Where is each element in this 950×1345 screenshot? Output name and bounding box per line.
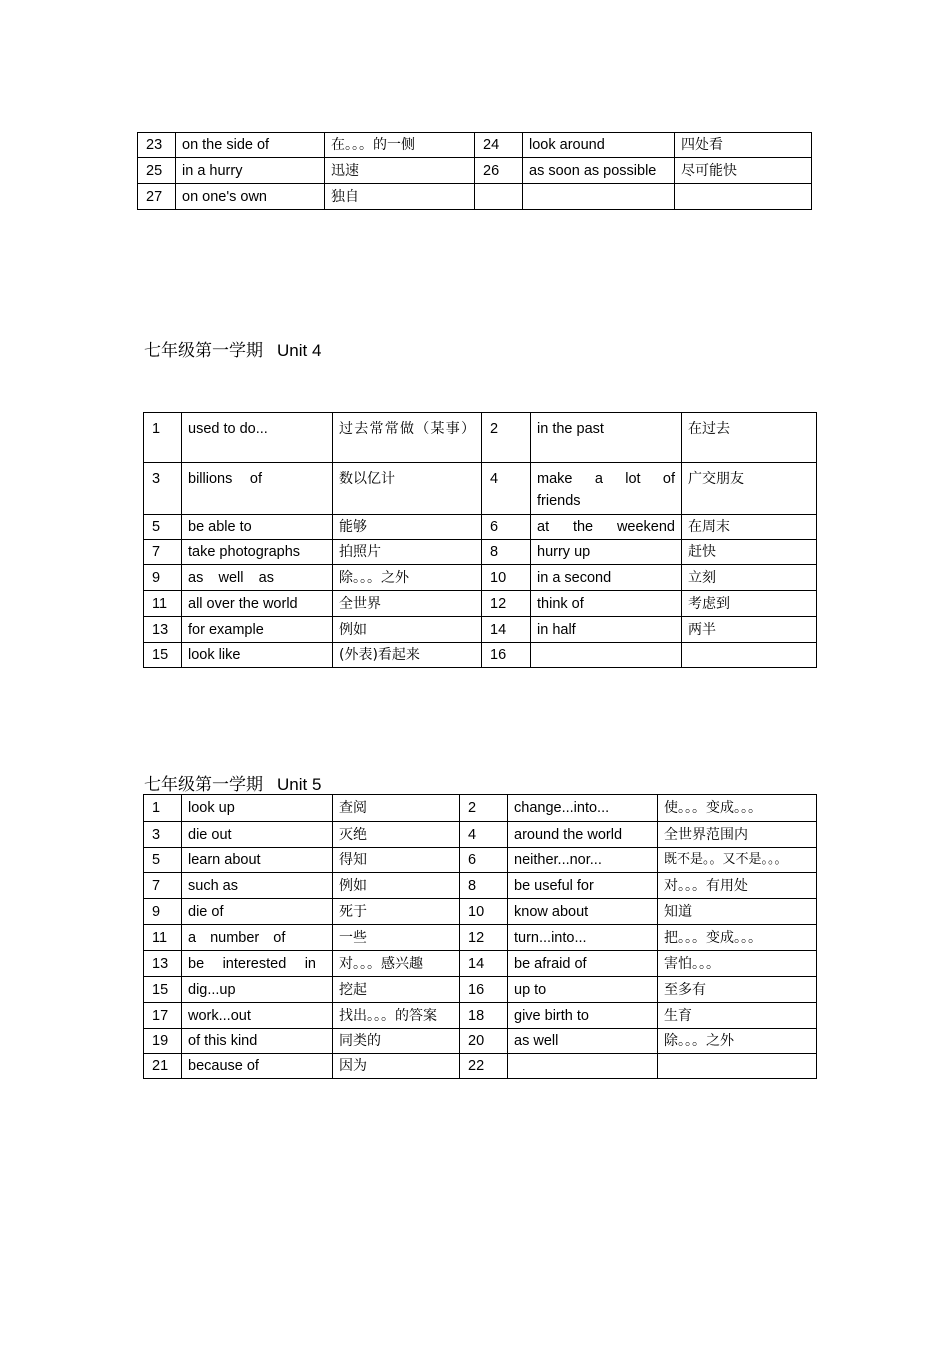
english-phrase: change...into... bbox=[508, 795, 658, 822]
row-number: 11 bbox=[144, 591, 182, 617]
english-phrase: make a lot of friends bbox=[531, 463, 682, 515]
chinese-meaning bbox=[682, 643, 817, 668]
phrase-table-body bbox=[138, 133, 812, 210]
chinese-meaning: 对。。。感兴趣 bbox=[333, 951, 460, 977]
english-phrase: up to bbox=[508, 977, 658, 1003]
chinese-meaning: 死于 bbox=[333, 899, 460, 925]
chinese-meaning: 广交朋友 bbox=[682, 463, 817, 515]
chinese-meaning: 两半 bbox=[682, 617, 817, 643]
row-number: 24 bbox=[475, 133, 523, 158]
english-phrase: on one's own bbox=[176, 184, 325, 210]
chinese-meaning: 把。。。变成。。。 bbox=[658, 925, 817, 951]
chinese-meaning: 害怕。。。 bbox=[658, 951, 817, 977]
table-row bbox=[144, 591, 817, 617]
table-row bbox=[144, 795, 817, 822]
phrase-table-continued bbox=[137, 132, 812, 210]
unit4-heading bbox=[144, 336, 321, 361]
table-row bbox=[144, 822, 817, 848]
row-number: 5 bbox=[144, 848, 182, 873]
english-phrase: billions of bbox=[182, 463, 333, 515]
chinese-meaning: 例如 bbox=[333, 617, 482, 643]
row-number: 19 bbox=[144, 1029, 182, 1054]
chinese-meaning: 独自 bbox=[325, 184, 475, 210]
chinese-meaning: 数以亿计 bbox=[333, 463, 482, 515]
english-phrase: around the world bbox=[508, 822, 658, 848]
english-phrase: as soon as possible bbox=[523, 158, 675, 184]
table-row bbox=[144, 565, 817, 591]
english-phrase: look like bbox=[182, 643, 333, 668]
row-number: 3 bbox=[144, 463, 182, 515]
table-row bbox=[144, 1003, 817, 1029]
table-row bbox=[144, 977, 817, 1003]
chinese-meaning: 生育 bbox=[658, 1003, 817, 1029]
table-row bbox=[144, 873, 817, 899]
table-row bbox=[144, 515, 817, 540]
table-row bbox=[144, 617, 817, 643]
row-number: 4 bbox=[460, 822, 508, 848]
english-phrase: take photographs bbox=[182, 540, 333, 565]
english-phrase: know about bbox=[508, 899, 658, 925]
row-number: 3 bbox=[144, 822, 182, 848]
english-phrase: die of bbox=[182, 899, 333, 925]
english-phrase: of this kind bbox=[182, 1029, 333, 1054]
english-phrase: all over the world bbox=[182, 591, 333, 617]
english-phrase: on the side of bbox=[176, 133, 325, 158]
row-number: 16 bbox=[460, 977, 508, 1003]
english-phrase: as well bbox=[508, 1029, 658, 1054]
unit4-table-body bbox=[144, 413, 817, 668]
chinese-meaning: 能够 bbox=[333, 515, 482, 540]
english-phrase: be afraid of bbox=[508, 951, 658, 977]
chinese-meaning: 除。。。之外 bbox=[658, 1029, 817, 1054]
row-number: 25 bbox=[138, 158, 176, 184]
english-phrase: die out bbox=[182, 822, 333, 848]
unit4-heading-unit: Unit 4 bbox=[277, 341, 322, 360]
chinese-meaning: 立刻 bbox=[682, 565, 817, 591]
unit5-heading-unit: Unit 5 bbox=[277, 775, 322, 794]
row-number: 12 bbox=[482, 591, 531, 617]
chinese-meaning: 因为 bbox=[333, 1054, 460, 1079]
unit4-phrase-table bbox=[143, 412, 817, 668]
chinese-meaning: 考虑到 bbox=[682, 591, 817, 617]
table-row bbox=[138, 133, 812, 158]
english-phrase: in a second bbox=[531, 565, 682, 591]
row-number: 8 bbox=[482, 540, 531, 565]
english-phrase: be useful for bbox=[508, 873, 658, 899]
english-phrase: such as bbox=[182, 873, 333, 899]
row-number: 1 bbox=[144, 413, 182, 463]
chinese-meaning: 四处看 bbox=[675, 133, 812, 158]
row-number: 10 bbox=[460, 899, 508, 925]
chinese-meaning: 拍照片 bbox=[333, 540, 482, 565]
unit5-heading-prefix: 七年级第一学期 bbox=[144, 775, 263, 795]
english-phrase: hurry up bbox=[531, 540, 682, 565]
row-number: 14 bbox=[482, 617, 531, 643]
row-number: 2 bbox=[482, 413, 531, 463]
row-number: 22 bbox=[460, 1054, 508, 1079]
unit4-heading-prefix: 七年级第一学期 bbox=[144, 341, 263, 361]
row-number: 15 bbox=[144, 977, 182, 1003]
chinese-meaning: 既不是。。又不是。。。 bbox=[658, 848, 817, 873]
chinese-meaning: 知道 bbox=[658, 899, 817, 925]
english-phrase: look around bbox=[523, 133, 675, 158]
row-number: 13 bbox=[144, 951, 182, 977]
english-phrase: be interested in bbox=[182, 951, 333, 977]
row-number: 2 bbox=[460, 795, 508, 822]
row-number: 23 bbox=[138, 133, 176, 158]
english-phrase: in a hurry bbox=[176, 158, 325, 184]
chinese-meaning: 至多有 bbox=[658, 977, 817, 1003]
table-row bbox=[144, 1029, 817, 1054]
english-phrase: learn about bbox=[182, 848, 333, 873]
row-number: 11 bbox=[144, 925, 182, 951]
table-row bbox=[144, 540, 817, 565]
row-number: 21 bbox=[144, 1054, 182, 1079]
english-phrase: at the weekend bbox=[531, 515, 682, 540]
chinese-meaning: 同类的 bbox=[333, 1029, 460, 1054]
unit5-table-body bbox=[144, 795, 817, 1079]
row-number: 18 bbox=[460, 1003, 508, 1029]
chinese-meaning bbox=[675, 184, 812, 210]
row-number: 17 bbox=[144, 1003, 182, 1029]
chinese-meaning: 对。。。有用处 bbox=[658, 873, 817, 899]
row-number bbox=[475, 184, 523, 210]
row-number: 14 bbox=[460, 951, 508, 977]
table-row bbox=[144, 1054, 817, 1079]
chinese-meaning: 在。。。的一侧 bbox=[325, 133, 475, 158]
row-number: 26 bbox=[475, 158, 523, 184]
english-phrase: give birth to bbox=[508, 1003, 658, 1029]
chinese-meaning: 使。。。变成。。。 bbox=[658, 795, 817, 822]
table-row bbox=[144, 463, 817, 515]
english-phrase: used to do... bbox=[182, 413, 333, 463]
english-phrase: in the past bbox=[531, 413, 682, 463]
english-phrase: dig...up bbox=[182, 977, 333, 1003]
row-number: 12 bbox=[460, 925, 508, 951]
chinese-meaning: 灭绝 bbox=[333, 822, 460, 848]
row-number: 10 bbox=[482, 565, 531, 591]
table-row bbox=[144, 951, 817, 977]
english-phrase bbox=[523, 184, 675, 210]
english-phrase: work...out bbox=[182, 1003, 333, 1029]
english-phrase bbox=[531, 643, 682, 668]
chinese-meaning: 尽可能快 bbox=[675, 158, 812, 184]
chinese-meaning: 得知 bbox=[333, 848, 460, 873]
row-number: 16 bbox=[482, 643, 531, 668]
chinese-meaning: 在周末 bbox=[682, 515, 817, 540]
english-phrase: in half bbox=[531, 617, 682, 643]
unit5-heading bbox=[144, 770, 321, 795]
english-phrase: turn...into... bbox=[508, 925, 658, 951]
english-phrase: as well as bbox=[182, 565, 333, 591]
row-number: 13 bbox=[144, 617, 182, 643]
chinese-meaning bbox=[658, 1054, 817, 1079]
unit5-phrase-table bbox=[143, 794, 817, 1079]
chinese-meaning: 挖起 bbox=[333, 977, 460, 1003]
chinese-meaning: 赶快 bbox=[682, 540, 817, 565]
row-number: 5 bbox=[144, 515, 182, 540]
row-number: 1 bbox=[144, 795, 182, 822]
row-number: 7 bbox=[144, 540, 182, 565]
english-phrase: be able to bbox=[182, 515, 333, 540]
english-phrase: think of bbox=[531, 591, 682, 617]
row-number: 9 bbox=[144, 565, 182, 591]
chinese-meaning: (外表)看起来 bbox=[333, 643, 482, 668]
chinese-meaning: 全世界 bbox=[333, 591, 482, 617]
table-row bbox=[144, 413, 817, 463]
table-row bbox=[144, 848, 817, 873]
row-number: 15 bbox=[144, 643, 182, 668]
row-number: 6 bbox=[460, 848, 508, 873]
row-number: 9 bbox=[144, 899, 182, 925]
row-number: 6 bbox=[482, 515, 531, 540]
table-row bbox=[144, 643, 817, 668]
english-phrase: look up bbox=[182, 795, 333, 822]
chinese-meaning: 在过去 bbox=[682, 413, 817, 463]
row-number: 20 bbox=[460, 1029, 508, 1054]
chinese-meaning: 除。。。之外 bbox=[333, 565, 482, 591]
row-number: 4 bbox=[482, 463, 531, 515]
chinese-meaning: 查阅 bbox=[333, 795, 460, 822]
table-row bbox=[144, 899, 817, 925]
english-phrase: neither...nor... bbox=[508, 848, 658, 873]
english-phrase: because of bbox=[182, 1054, 333, 1079]
row-number: 7 bbox=[144, 873, 182, 899]
chinese-meaning: 一些 bbox=[333, 925, 460, 951]
chinese-meaning: 全世界范围内 bbox=[658, 822, 817, 848]
english-phrase: for example bbox=[182, 617, 333, 643]
row-number: 27 bbox=[138, 184, 176, 210]
row-number: 8 bbox=[460, 873, 508, 899]
english-phrase: a number of bbox=[182, 925, 333, 951]
chinese-meaning: 迅速 bbox=[325, 158, 475, 184]
english-phrase bbox=[508, 1054, 658, 1079]
table-row bbox=[138, 184, 812, 210]
table-row bbox=[144, 925, 817, 951]
chinese-meaning: 过去常常做（某事） bbox=[333, 413, 482, 463]
chinese-meaning: 找出。。。的答案 bbox=[333, 1003, 460, 1029]
table-row bbox=[138, 158, 812, 184]
chinese-meaning: 例如 bbox=[333, 873, 460, 899]
